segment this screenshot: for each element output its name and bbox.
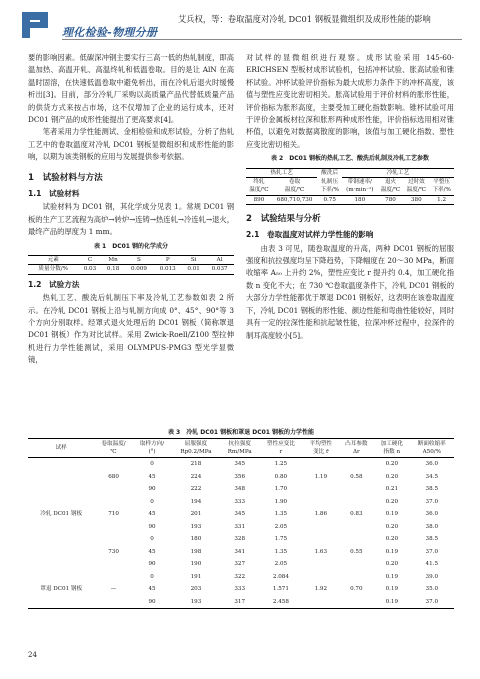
elongation-cell: 38.0 — [425, 523, 439, 530]
table-cell: 0.18 — [106, 266, 120, 273]
elongation-cell: 41.5 — [425, 561, 439, 568]
r-value-cell: 1.35 — [274, 548, 288, 555]
table-header-cell: 过时效 温度/℃ — [406, 178, 427, 194]
coiling-temp-cell: 730 — [108, 548, 119, 555]
yield-strength-cell: 201 — [190, 511, 202, 518]
table-header-cell: 试样 — [55, 445, 67, 451]
delta-r-cell: 0.70 — [350, 586, 363, 593]
tensile-strength-cell: 333 — [234, 586, 246, 593]
elongation-cell: 38.5 — [425, 486, 439, 493]
tensile-strength-cell: 331 — [234, 523, 246, 530]
paragraph: 要的影响因素。低碳深冲钢主要实行三高一低的热轧制度，即高温加热、高温开轧、高温终轧和低温卷取。目的是让 AlN 在高温时固溶，在快速低温卷取中避免析出，而在冷轧后退火时缓慢析出[3]。目前，部分冷轧厂采购以高质量产品代替低质量产品的供货方式来按占市场，这不仅增加了企业的运行成本，还对 DC01 钢产品的成形性能提出了更高要求[4]。 — [28, 53, 234, 125]
yield-strength-cell: 203 — [190, 586, 202, 593]
delta-r-cell: 0.83 — [350, 511, 363, 518]
table-header-cell: S — [137, 257, 141, 264]
right-column — [246, 52, 454, 342]
n-value-cell: 0.20 — [385, 498, 399, 505]
r-value-cell: 1.70 — [274, 486, 288, 493]
n-value-cell: 0.19 — [385, 511, 399, 518]
table-3-block — [28, 425, 454, 609]
table-header-cell: 屈服强度 Rp0.2/MPa — [180, 441, 212, 455]
r-value-cell: 2.05 — [274, 561, 288, 568]
paragraph: 笔者采用力学性能测试、金相检验和成形试验，分析了热轧工艺中的卷取温度对冷轧 DC01 钢板显微组织和成形性能的影响，以期为该类钢板的应用与发展提供参考依据。 — [28, 127, 234, 162]
r-value-cell: 2.084 — [272, 573, 289, 580]
table-header-cell: 断面收缩率 A50/% — [417, 441, 446, 455]
r-value-cell: 1.571 — [272, 586, 289, 593]
delta-r-cell: 0.55 — [350, 548, 363, 555]
table-row — [28, 571, 454, 584]
tensile-strength-cell: 348 — [234, 486, 246, 493]
table-header-cell: 平整压 下率/% — [432, 178, 451, 194]
r-value-cell: 2.458 — [272, 598, 289, 605]
direction-cell: 90 — [148, 561, 156, 568]
tensile-strength-cell: 345 — [234, 461, 246, 468]
table-1 — [28, 255, 234, 275]
direction-cell: 45 — [148, 548, 156, 555]
table-header-cell: 凸耳参数 Δr — [345, 441, 368, 455]
elongation-cell: 38.5 — [425, 536, 439, 543]
paragraph: 热轧工艺、酸洗后轧制压下率及冷轧工艺参数如表 2 所示。在冷轧 DC01 钢板上沿与轧制方向成 0°、45°、90°等 3 个方向分别取样。经罩式退火处理后的 DC01 钢板（简称罩退 DC01 钢板）作为对比试样。采用 Zwick-Roell/Z100 型拉伸机进行力学性能测试，采用 OLYMPUS-PMG3 型光学显微镜， — [28, 293, 234, 365]
table-header-cell: C — [87, 257, 93, 264]
avg-r-cell: 1.19 — [314, 473, 328, 480]
table-cell: 质量分数/% — [38, 266, 68, 273]
elongation-cell: 35.0 — [425, 586, 439, 593]
yield-strength-cell: 194 — [190, 498, 202, 505]
table-header-cell: 平均塑性 变比 r̄ — [309, 441, 333, 455]
table-header-cell: 卷取 温度/℃ — [284, 178, 305, 194]
journal-logo-text: 理化检验-物理分册 — [62, 26, 158, 39]
table-header-cell: Si — [190, 257, 197, 264]
sample-cell: 冷轧 DC01 钢板 — [40, 511, 83, 518]
n-value-cell: 0.19 — [385, 573, 399, 580]
direction-cell: 0 — [150, 498, 154, 505]
paragraph: 试验材料为 DC01 钢，其化学成分见表 1。常规 DC01 钢板的生产工艺流程为高炉→转炉→连铸→热连轧→冷连轧→退火，最终产品的厚度为 1 mm。 — [28, 202, 234, 237]
journal-logo-icon — [18, 10, 58, 40]
table-header-cell: 塑性应变比 r — [266, 441, 295, 455]
direction-cell: 0 — [150, 536, 154, 543]
table-cell: 680,710,730 — [276, 196, 313, 203]
avg-r-cell: 1.92 — [314, 586, 328, 593]
table-header-cell: 元素 — [47, 257, 59, 264]
table-header-cell: P — [165, 257, 170, 264]
page-number: 24 — [28, 651, 37, 659]
table-cell: 0.01 — [187, 266, 200, 273]
table-header-cell: 抗拉强度 Rm/MPa — [227, 441, 252, 455]
yield-strength-cell: 193 — [190, 598, 202, 605]
section-heading: 1 试验材料与方法 — [28, 172, 103, 183]
n-value-cell: 0.19 — [385, 598, 399, 605]
table-2-caption: 表 2 DC01 钢板的热轧工艺、酸洗后轧制及冷轧工艺参数 — [270, 155, 430, 163]
r-value-cell: 0.80 — [274, 473, 288, 480]
tensile-strength-cell: 333 — [234, 498, 246, 505]
direction-cell: 90 — [148, 598, 156, 605]
n-value-cell: 0.19 — [385, 586, 399, 593]
table-header-cell: 终轧 温度/℃ — [249, 178, 269, 194]
table-cell: 0.037 — [211, 266, 228, 273]
direction-cell: 45 — [148, 586, 156, 593]
tensile-strength-cell: 327 — [234, 561, 246, 568]
table-3-caption: 表 3 冷轧 DC01 钢板和罩退 DC01 钢板的力学性能 — [167, 429, 315, 436]
n-value-cell: 0.20 — [385, 473, 399, 480]
table-cell: 0.013 — [159, 266, 176, 273]
sample-cell: 罩退 DC01 钢板 — [40, 586, 83, 593]
elongation-cell: 37.0 — [425, 598, 439, 605]
direction-cell: 0 — [150, 461, 154, 468]
table-2 — [246, 168, 454, 205]
table-header-cell: 取样方向/ (°) — [139, 441, 165, 455]
paragraph: 由表 3 可见，随卷取温度的升高，两种 DC01 钢板的屈服强度和抗拉强度均呈下降趋势，下降幅度在 20～30 MPa，断面收缩率 A₅₀ 上升约 2%，塑性应变比 r 提升约 0.4，加工硬化指数 n 变化不大；在 730 ℃卷取温度条件下，冷轧 DC01 钢板的大部分力学性能都优于罩退 DC01 钢板好，这表明在该卷取温度下，冷轧 DC01 钢板的形性能、颜边性能和弯曲性能较好，同时具有一定的拉深性能和抗起皱性能，拉深冲杯过程中，拉深件的制耳高度较小[5]。 — [246, 243, 454, 340]
section-heading: 2 试验结果与分析 — [246, 213, 321, 224]
delta-r-cell: 0.58 — [350, 473, 363, 480]
direction-cell: 90 — [148, 486, 156, 493]
table-cell: 0.03 — [83, 266, 97, 273]
table-cell: 0.75 — [323, 196, 336, 203]
tensile-strength-cell: 341 — [234, 548, 246, 555]
table-header-cell: 卷取温度/ ℃ — [101, 441, 126, 455]
yield-strength-cell: 222 — [190, 486, 202, 493]
table-group-header: 热轧工艺 — [246, 168, 317, 177]
table-cell: 380 — [411, 196, 422, 203]
elongation-cell: 37.0 — [425, 548, 439, 555]
direction-cell: 90 — [148, 523, 156, 530]
table-cell: 1.2 — [437, 196, 447, 203]
r-value-cell: 1.25 — [274, 461, 288, 468]
table-header-cell: 退火 温度/℃ — [380, 178, 401, 194]
yield-strength-cell: 193 — [190, 523, 202, 530]
left-column — [28, 52, 234, 367]
elongation-cell: 36.0 — [425, 511, 439, 518]
paragraph: 对试样的显微组织进行观察。成形试验采用 145-60-ERICHSEN 型板材成形试验机，包括冲杯试验、胀高试验和锥杯试验。冲杯试验评价指标为最大成形力条件下的冲杯高度，该值与塑性应变比密切相关。胀高试验用于评价材料的胀形性能，评价指标为胀形高度，主要受加工硬化指数影响。锥杯试验可用于评价金属板材拉深和胀形两种成形性能，评价指标选用相对锥杯值，以避免对数据离散度的影响，该值与加工硬化指数、塑性应变比密切相关。 — [246, 53, 454, 149]
running-title: 艾兵权，等：卷取温度对冷轧 DC01 钢板显微组织及成形性能的影响 — [178, 14, 431, 24]
elongation-cell: 39.0 — [425, 573, 439, 580]
page-header — [0, 0, 480, 48]
n-value-cell: 0.20 — [385, 536, 399, 543]
table-cell: 780 — [385, 196, 396, 203]
yield-strength-cell: 224 — [190, 473, 202, 480]
direction-cell: 45 — [148, 511, 156, 518]
table-3 — [28, 438, 454, 609]
yield-strength-cell: 198 — [190, 548, 202, 555]
elongation-cell: 36.0 — [425, 461, 439, 468]
subsection-heading: 2.1 卷取温度对试样力学性能的影响 — [246, 230, 374, 240]
table-header-cell: 加工硬化 指数 n — [380, 441, 404, 455]
coiling-temp-cell: — — [110, 586, 117, 593]
yield-strength-cell: 180 — [190, 536, 202, 543]
avg-r-cell: 1.86 — [314, 511, 328, 518]
table-header-cell: 带钢速率/ (m·min⁻¹) — [346, 178, 374, 194]
tensile-strength-cell: 317 — [234, 598, 246, 605]
tensile-strength-cell: 345 — [234, 511, 246, 518]
r-value-cell: 1.35 — [274, 511, 288, 518]
r-value-cell: 1.75 — [274, 536, 288, 543]
n-value-cell: 0.20 — [385, 461, 399, 468]
table-row — [28, 458, 454, 471]
elongation-cell: 37.0 — [425, 498, 439, 505]
n-value-cell: 0.20 — [385, 523, 399, 530]
coiling-temp-cell: 710 — [108, 511, 119, 518]
table-header-cell: Mn — [108, 257, 118, 264]
coiling-temp-cell: 680 — [108, 473, 119, 480]
yield-strength-cell: 191 — [190, 573, 202, 580]
subsection-heading: 1.2 试验方法 — [28, 279, 80, 289]
table-cell: 0.009 — [130, 266, 147, 273]
table-header-cell: 轧制压 下率/% — [320, 178, 339, 193]
table-cell: 890 — [253, 196, 265, 203]
r-value-cell: 1.90 — [274, 498, 288, 505]
r-value-cell: 2.05 — [274, 523, 288, 530]
table-1-caption: 表 1 DC01 钢的化学成分 — [93, 242, 169, 250]
n-value-cell: 0.20 — [385, 561, 399, 568]
n-value-cell: 0.21 — [385, 486, 399, 493]
table-group-header: 冷轧工艺 — [342, 168, 454, 177]
yield-strength-cell: 190 — [190, 561, 202, 568]
table-cell: 180 — [354, 196, 366, 203]
direction-cell: 45 — [148, 473, 156, 480]
yield-strength-cell: 218 — [190, 461, 202, 468]
direction-cell: 0 — [150, 573, 154, 580]
header-rule — [62, 39, 462, 40]
elongation-cell: 34.5 — [425, 473, 439, 480]
tensile-strength-cell: 328 — [234, 536, 246, 543]
table-header-cell: Al — [216, 257, 223, 264]
avg-r-cell: 1.63 — [314, 548, 328, 555]
n-value-cell: 0.19 — [385, 548, 399, 555]
table-group-header: 酸洗后 — [321, 169, 339, 176]
subsection-heading: 1.1 试验材料 — [28, 189, 80, 199]
tensile-strength-cell: 356 — [234, 473, 246, 480]
tensile-strength-cell: 322 — [234, 573, 246, 580]
